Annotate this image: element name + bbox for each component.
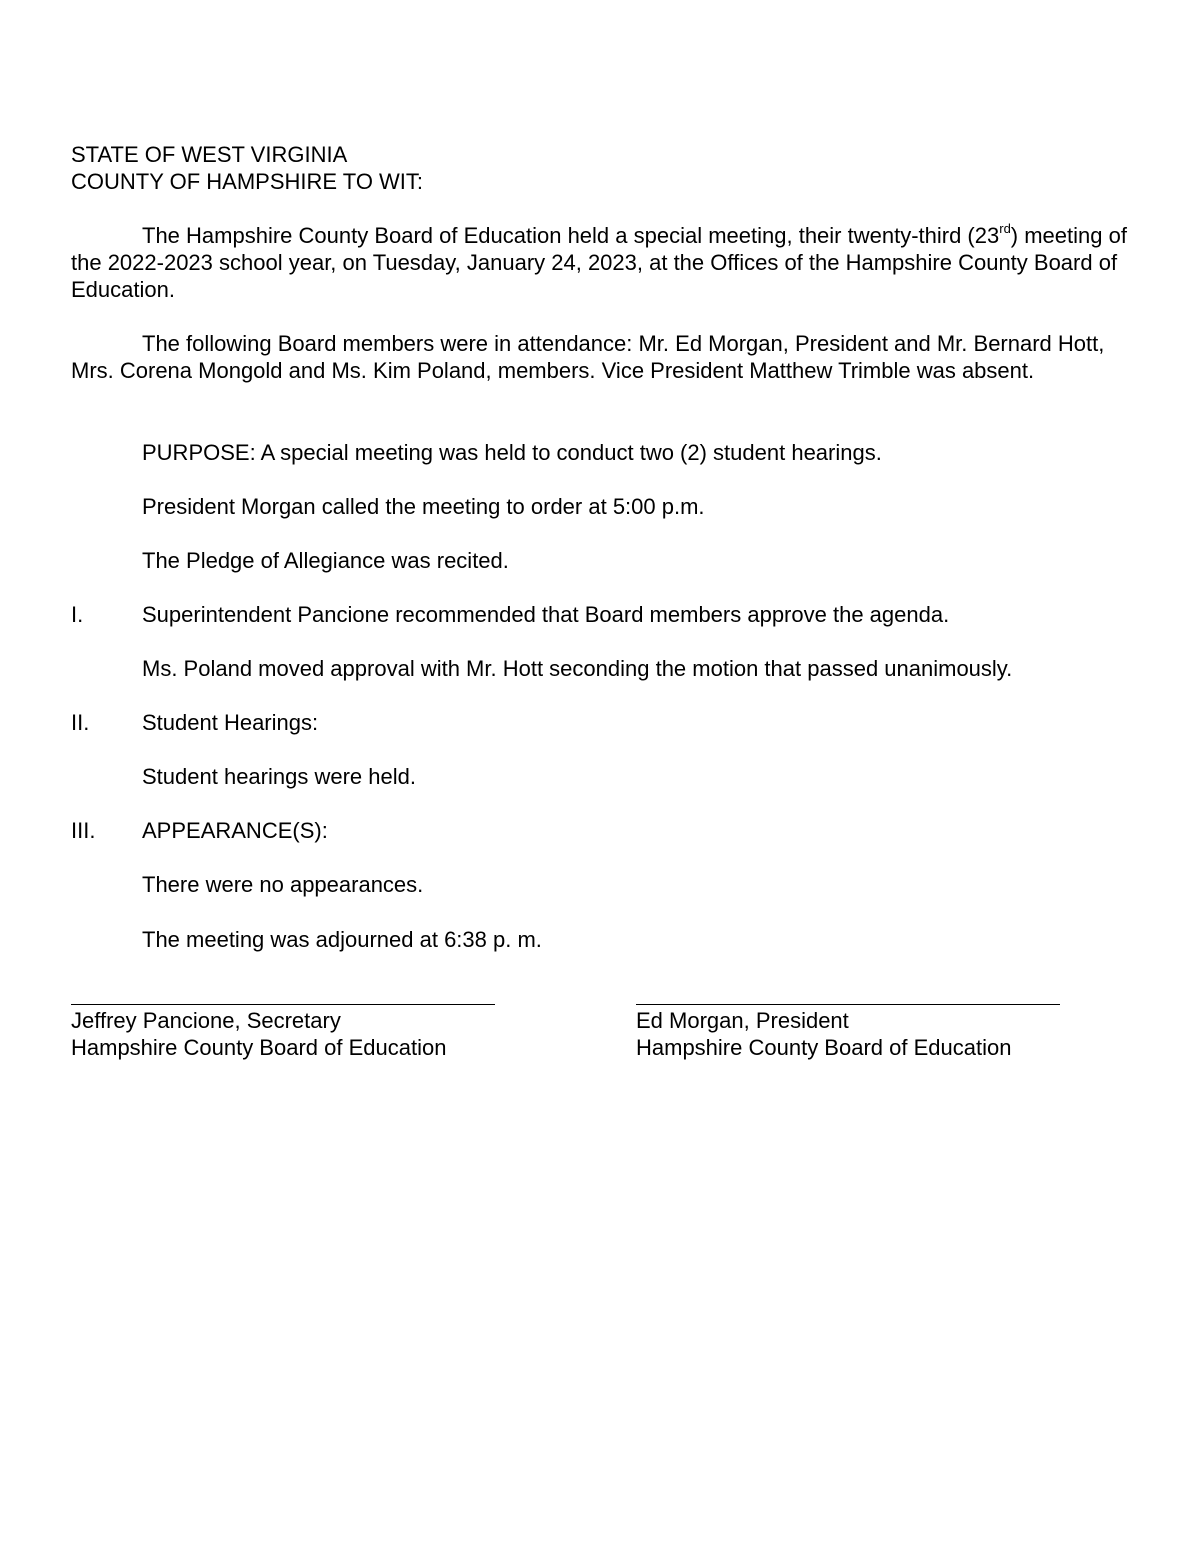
president-organization: Hampshire County Board of Education [636, 1035, 1012, 1060]
intro-text-start: The Hampshire County Board of Education held a special meeting, their twenty-third (23 [142, 223, 1000, 248]
secretary-signature-block [71, 1007, 446, 1061]
secretary-signature-line [71, 1004, 495, 1005]
item-3-detail: There were no appearances. [142, 872, 424, 897]
president-signature-line [636, 1004, 1060, 1005]
heading-county: COUNTY OF HAMPSHIRE TO WIT: [71, 169, 424, 194]
item-3-numeral: III. [71, 818, 96, 843]
president-name: Ed Morgan, President [636, 1008, 849, 1033]
call-to-order-line: President Morgan called the meeting to order at 5:00 p.m. [142, 494, 705, 519]
secretary-organization: Hampshire County Board of Education [71, 1035, 447, 1060]
item-2-text: Student Hearings: [142, 710, 319, 735]
item-2-detail: Student hearings were held. [142, 764, 416, 789]
heading-state: STATE OF WEST VIRGINIA [71, 142, 348, 167]
attendance-paragraph: The following Board members were in attendance: Mr. Ed Morgan, President and Mr. Bernard Hott, Mrs. Corena Mongold and Ms. Kim Poland, members. Vice President Matthew Trimble was absent. [71, 331, 1105, 383]
item-1-text: Superintendent Pancione recommended that Board members approve the agenda. [142, 602, 950, 627]
document-heading [71, 141, 1141, 195]
intro-text-end: ) meeting of the 2022-2023 school year, on Tuesday, January 24, 2023, at the Offices of the Hampshire County Board of Education. [71, 223, 1127, 302]
pledge-line: The Pledge of Allegiance was recited. [142, 548, 509, 573]
ordinal-suffix: rd [999, 220, 1011, 236]
purpose-line: PURPOSE: A special meeting was held to conduct two (2) student hearings. [142, 440, 882, 465]
item-1-numeral: I. [71, 602, 84, 627]
president-signature-block [636, 1007, 1011, 1061]
adjournment-line: The meeting was adjourned at 6:38 p. m. [142, 927, 542, 952]
item-2-numeral: II. [71, 710, 90, 735]
secretary-name: Jeffrey Pancione, Secretary [71, 1008, 341, 1033]
item-3-text: APPEARANCE(S): [142, 818, 328, 843]
meeting-intro-paragraph [71, 222, 1141, 303]
item-1-detail: Ms. Poland moved approval with Mr. Hott seconding the motion that passed unanimously. [142, 656, 1013, 681]
